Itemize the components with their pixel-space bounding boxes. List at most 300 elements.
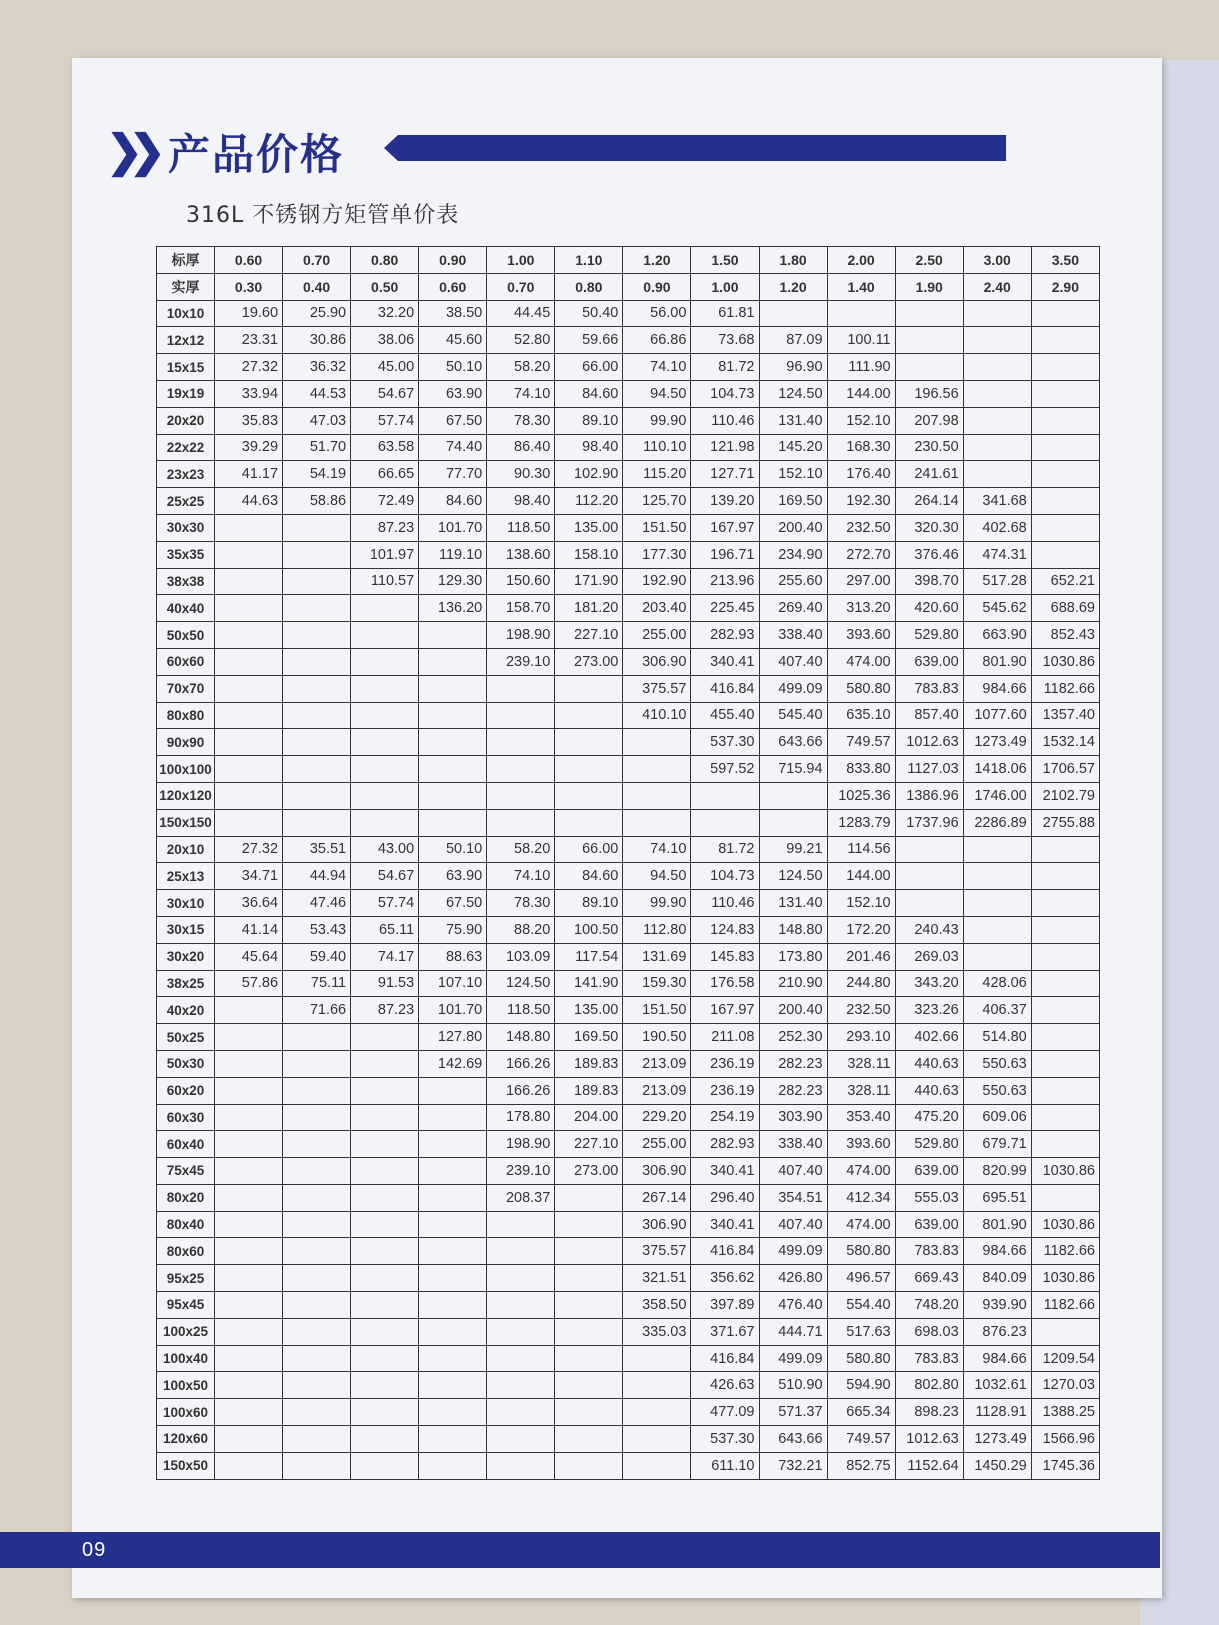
- price-cell: 514.80: [963, 1024, 1031, 1051]
- price-cell: 1152.64: [895, 1452, 963, 1479]
- price-table: [156, 246, 1100, 1480]
- price-cell: [283, 1318, 351, 1345]
- price-cell: 852.75: [827, 1452, 895, 1479]
- size-cell: 95x25: [157, 1265, 215, 1292]
- price-cell: 99.90: [623, 407, 691, 434]
- price-cell: [283, 1211, 351, 1238]
- price-cell: 125.70: [623, 488, 691, 515]
- table-row: [157, 675, 1100, 702]
- price-cell: 171.90: [555, 568, 623, 595]
- price-cell: [215, 1265, 283, 1292]
- price-cell: 176.40: [827, 461, 895, 488]
- price-cell: 1182.66: [1031, 1292, 1099, 1319]
- price-cell: [555, 1238, 623, 1265]
- price-cell: 269.40: [759, 595, 827, 622]
- price-cell: 571.37: [759, 1399, 827, 1426]
- price-cell: [759, 300, 827, 327]
- price-cell: [419, 1426, 487, 1453]
- price-cell: 66.00: [555, 836, 623, 863]
- nominal-thickness-cell: 1.10: [555, 247, 623, 274]
- price-cell: [1031, 863, 1099, 890]
- price-cell: [419, 1265, 487, 1292]
- price-cell: 110.57: [351, 568, 419, 595]
- price-cell: [895, 863, 963, 890]
- price-cell: 158.70: [487, 595, 555, 622]
- page-title: 产品价格: [168, 130, 345, 179]
- price-cell: 84.60: [419, 488, 487, 515]
- price-cell: 426.63: [691, 1372, 759, 1399]
- price-cell: 412.34: [827, 1184, 895, 1211]
- price-cell: 580.80: [827, 1345, 895, 1372]
- price-cell: 112.20: [555, 488, 623, 515]
- price-cell: 34.71: [215, 863, 283, 890]
- price-cell: 36.32: [283, 354, 351, 381]
- price-cell: [351, 1104, 419, 1131]
- price-cell: 440.63: [895, 1077, 963, 1104]
- price-cell: [1031, 541, 1099, 568]
- price-cell: 643.66: [759, 1426, 827, 1453]
- price-cell: [351, 1399, 419, 1426]
- price-cell: 74.10: [487, 380, 555, 407]
- price-cell: [283, 782, 351, 809]
- nominal-thickness-cell: 1.50: [691, 247, 759, 274]
- price-cell: 510.90: [759, 1372, 827, 1399]
- price-cell: [555, 756, 623, 783]
- price-cell: [1031, 1024, 1099, 1051]
- price-cell: [283, 675, 351, 702]
- price-cell: 2286.89: [963, 809, 1031, 836]
- price-cell: 78.30: [487, 407, 555, 434]
- price-cell: 118.50: [487, 997, 555, 1024]
- price-cell: 236.19: [691, 1077, 759, 1104]
- price-cell: 127.80: [419, 1024, 487, 1051]
- price-cell: 169.50: [555, 1024, 623, 1051]
- price-cell: 1386.96: [895, 782, 963, 809]
- price-cell: 44.45: [487, 300, 555, 327]
- page-number: 09: [82, 1539, 107, 1561]
- size-cell: 100x25: [157, 1318, 215, 1345]
- price-cell: 59.40: [283, 943, 351, 970]
- price-cell: 635.10: [827, 702, 895, 729]
- price-cell: [283, 1452, 351, 1479]
- price-cell: 1025.36: [827, 782, 895, 809]
- price-cell: 416.84: [691, 1238, 759, 1265]
- price-cell: [215, 1077, 283, 1104]
- price-cell: 131.69: [623, 943, 691, 970]
- price-cell: 254.19: [691, 1104, 759, 1131]
- price-cell: [351, 729, 419, 756]
- price-cell: [623, 1399, 691, 1426]
- size-cell: 30x30: [157, 514, 215, 541]
- price-cell: [623, 1372, 691, 1399]
- size-cell: 20x20: [157, 407, 215, 434]
- price-cell: [555, 1292, 623, 1319]
- price-cell: 47.46: [283, 890, 351, 917]
- price-cell: 679.71: [963, 1131, 1031, 1158]
- price-cell: [419, 675, 487, 702]
- size-cell: 40x20: [157, 997, 215, 1024]
- table-row: [157, 836, 1100, 863]
- price-cell: 273.00: [555, 648, 623, 675]
- price-cell: 124.83: [691, 916, 759, 943]
- size-cell: 80x80: [157, 702, 215, 729]
- price-cell: 343.20: [895, 970, 963, 997]
- size-cell: 120x60: [157, 1426, 215, 1453]
- price-cell: [487, 675, 555, 702]
- price-cell: [215, 648, 283, 675]
- size-cell: 38x38: [157, 568, 215, 595]
- price-cell: 833.80: [827, 756, 895, 783]
- price-cell: 110.46: [691, 890, 759, 917]
- price-cell: 1030.86: [1031, 648, 1099, 675]
- price-cell: [1031, 997, 1099, 1024]
- price-cell: 597.52: [691, 756, 759, 783]
- nominal-thickness-cell: 2.00: [827, 247, 895, 274]
- price-cell: [283, 541, 351, 568]
- price-cell: [419, 1158, 487, 1185]
- size-cell: 100x60: [157, 1399, 215, 1426]
- price-cell: 51.70: [283, 434, 351, 461]
- table-row: [157, 407, 1100, 434]
- price-cell: 496.57: [827, 1265, 895, 1292]
- price-cell: 190.50: [623, 1024, 691, 1051]
- price-cell: 643.66: [759, 729, 827, 756]
- price-cell: 145.20: [759, 434, 827, 461]
- actual-thickness-cell: 1.20: [759, 273, 827, 300]
- price-cell: [351, 1184, 419, 1211]
- price-cell: 189.83: [555, 1077, 623, 1104]
- price-cell: [351, 1238, 419, 1265]
- size-cell: 95x45: [157, 1292, 215, 1319]
- size-cell: 20x10: [157, 836, 215, 863]
- price-cell: 499.09: [759, 1238, 827, 1265]
- price-cell: [1031, 1050, 1099, 1077]
- price-cell: [1031, 488, 1099, 515]
- price-cell: [623, 756, 691, 783]
- price-cell: [351, 1452, 419, 1479]
- price-cell: 328.11: [827, 1050, 895, 1077]
- price-cell: 474.00: [827, 648, 895, 675]
- price-cell: [283, 1292, 351, 1319]
- price-cell: 715.94: [759, 756, 827, 783]
- price-cell: 296.40: [691, 1184, 759, 1211]
- price-cell: 58.20: [487, 836, 555, 863]
- price-cell: [827, 300, 895, 327]
- price-cell: 61.81: [691, 300, 759, 327]
- price-cell: 2755.88: [1031, 809, 1099, 836]
- price-cell: [215, 1426, 283, 1453]
- price-cell: [351, 1077, 419, 1104]
- size-cell: 150x150: [157, 809, 215, 836]
- nominal-thickness-cell: 0.90: [419, 247, 487, 274]
- price-cell: 129.30: [419, 568, 487, 595]
- price-cell: [215, 675, 283, 702]
- price-cell: 173.80: [759, 943, 827, 970]
- price-cell: 63.90: [419, 863, 487, 890]
- table-row: [157, 1024, 1100, 1051]
- price-cell: 158.10: [555, 541, 623, 568]
- price-cell: 203.40: [623, 595, 691, 622]
- price-cell: 101.70: [419, 514, 487, 541]
- price-cell: 580.80: [827, 1238, 895, 1265]
- price-cell: [351, 622, 419, 649]
- price-cell: 255.00: [623, 1131, 691, 1158]
- price-cell: 63.58: [351, 434, 419, 461]
- size-cell: 25x13: [157, 863, 215, 890]
- price-cell: 135.00: [555, 997, 623, 1024]
- price-cell: [555, 1372, 623, 1399]
- price-cell: 56.00: [623, 300, 691, 327]
- price-cell: 1745.36: [1031, 1452, 1099, 1479]
- price-cell: 45.00: [351, 354, 419, 381]
- price-cell: 1012.63: [895, 729, 963, 756]
- price-cell: 96.90: [759, 354, 827, 381]
- price-cell: 376.46: [895, 541, 963, 568]
- price-cell: [283, 622, 351, 649]
- price-cell: 232.50: [827, 997, 895, 1024]
- price-cell: 81.72: [691, 836, 759, 863]
- actual-thickness-cell: 1.40: [827, 273, 895, 300]
- price-cell: 272.70: [827, 541, 895, 568]
- price-cell: [895, 300, 963, 327]
- price-cell: 213.09: [623, 1077, 691, 1104]
- actual-thickness-cell: 0.90: [623, 273, 691, 300]
- price-cell: [351, 782, 419, 809]
- price-cell: [283, 1158, 351, 1185]
- price-cell: [215, 1184, 283, 1211]
- price-cell: 166.26: [487, 1050, 555, 1077]
- price-cell: [623, 1426, 691, 1453]
- price-cell: 1209.54: [1031, 1345, 1099, 1372]
- price-cell: [283, 1184, 351, 1211]
- price-cell: 58.86: [283, 488, 351, 515]
- price-cell: 1418.06: [963, 756, 1031, 783]
- price-cell: 78.30: [487, 890, 555, 917]
- price-cell: [351, 702, 419, 729]
- price-cell: 898.23: [895, 1399, 963, 1426]
- price-cell: 58.20: [487, 354, 555, 381]
- size-cell: 22x22: [157, 434, 215, 461]
- price-cell: 639.00: [895, 1211, 963, 1238]
- price-cell: 54.19: [283, 461, 351, 488]
- price-cell: 98.40: [487, 488, 555, 515]
- price-cell: 550.63: [963, 1050, 1031, 1077]
- price-cell: [623, 1345, 691, 1372]
- price-cell: 144.00: [827, 380, 895, 407]
- price-cell: [419, 729, 487, 756]
- price-cell: 124.50: [487, 970, 555, 997]
- price-cell: 43.00: [351, 836, 419, 863]
- price-cell: 131.40: [759, 407, 827, 434]
- price-cell: 152.10: [827, 407, 895, 434]
- price-cell: 87.23: [351, 514, 419, 541]
- price-cell: [419, 1184, 487, 1211]
- table-row: [157, 1318, 1100, 1345]
- price-cell: 53.43: [283, 916, 351, 943]
- price-cell: 416.84: [691, 1345, 759, 1372]
- price-cell: 1706.57: [1031, 756, 1099, 783]
- price-cell: 328.11: [827, 1077, 895, 1104]
- price-cell: [1031, 354, 1099, 381]
- price-cell: 611.10: [691, 1452, 759, 1479]
- size-cell: 60x40: [157, 1131, 215, 1158]
- price-cell: 77.70: [419, 461, 487, 488]
- price-cell: 167.97: [691, 514, 759, 541]
- double-chevron-icon: ❯❯: [106, 127, 152, 176]
- table-row: [157, 541, 1100, 568]
- price-cell: [691, 782, 759, 809]
- table-row: [157, 702, 1100, 729]
- size-cell: 120x120: [157, 782, 215, 809]
- price-cell: 428.06: [963, 970, 1031, 997]
- price-cell: 407.40: [759, 1211, 827, 1238]
- table-row: [157, 890, 1100, 917]
- price-cell: 152.10: [759, 461, 827, 488]
- price-cell: [419, 809, 487, 836]
- price-cell: 94.50: [623, 380, 691, 407]
- price-cell: [351, 675, 419, 702]
- price-cell: 99.21: [759, 836, 827, 863]
- table-row: [157, 1131, 1100, 1158]
- price-cell: 234.90: [759, 541, 827, 568]
- price-cell: [215, 1131, 283, 1158]
- price-cell: 1182.66: [1031, 675, 1099, 702]
- price-cell: 118.50: [487, 514, 555, 541]
- price-cell: [283, 1265, 351, 1292]
- price-cell: [1031, 407, 1099, 434]
- price-cell: [487, 1318, 555, 1345]
- price-cell: 241.61: [895, 461, 963, 488]
- price-cell: [759, 782, 827, 809]
- price-cell: 35.83: [215, 407, 283, 434]
- price-cell: [623, 1452, 691, 1479]
- price-cell: [215, 1238, 283, 1265]
- price-cell: 410.10: [623, 702, 691, 729]
- price-cell: [351, 1211, 419, 1238]
- price-cell: 313.20: [827, 595, 895, 622]
- price-cell: [555, 1452, 623, 1479]
- price-cell: 267.14: [623, 1184, 691, 1211]
- price-cell: 103.09: [487, 943, 555, 970]
- price-cell: [487, 729, 555, 756]
- actual-thickness-cell: 1.00: [691, 273, 759, 300]
- price-cell: 110.46: [691, 407, 759, 434]
- nominal-thickness-cell: 3.50: [1031, 247, 1099, 274]
- price-cell: 273.00: [555, 1158, 623, 1185]
- price-cell: 517.63: [827, 1318, 895, 1345]
- price-cell: 75.90: [419, 916, 487, 943]
- price-cell: [1031, 1104, 1099, 1131]
- price-cell: 201.46: [827, 943, 895, 970]
- size-cell: 70x70: [157, 675, 215, 702]
- price-cell: 232.50: [827, 514, 895, 541]
- price-cell: [487, 702, 555, 729]
- nominal-thickness-cell: 0.60: [215, 247, 283, 274]
- price-cell: 114.56: [827, 836, 895, 863]
- price-cell: [623, 729, 691, 756]
- price-cell: 66.65: [351, 461, 419, 488]
- price-cell: [215, 622, 283, 649]
- price-cell: 239.10: [487, 1158, 555, 1185]
- price-cell: 416.84: [691, 675, 759, 702]
- price-cell: [1031, 300, 1099, 327]
- price-cell: 131.40: [759, 890, 827, 917]
- price-cell: [283, 1104, 351, 1131]
- price-cell: 198.90: [487, 1131, 555, 1158]
- price-cell: 23.31: [215, 327, 283, 354]
- size-cell: 80x40: [157, 1211, 215, 1238]
- size-cell: 25x25: [157, 488, 215, 515]
- price-cell: 168.30: [827, 434, 895, 461]
- price-cell: 104.73: [691, 380, 759, 407]
- price-cell: [419, 1104, 487, 1131]
- size-cell: 38x25: [157, 970, 215, 997]
- price-cell: [487, 756, 555, 783]
- table-row: [157, 1211, 1100, 1238]
- price-cell: [215, 1372, 283, 1399]
- price-cell: 136.20: [419, 595, 487, 622]
- price-cell: [215, 729, 283, 756]
- price-cell: 151.50: [623, 514, 691, 541]
- price-cell: [283, 1426, 351, 1453]
- price-cell: [963, 890, 1031, 917]
- price-cell: 840.09: [963, 1265, 1031, 1292]
- actual-thickness-cell: 0.50: [351, 273, 419, 300]
- price-cell: 1273.49: [963, 729, 1031, 756]
- price-cell: 1273.49: [963, 1426, 1031, 1453]
- price-cell: [215, 1158, 283, 1185]
- price-cell: 88.20: [487, 916, 555, 943]
- price-cell: 402.68: [963, 514, 1031, 541]
- table-row: [157, 461, 1100, 488]
- price-cell: 1737.96: [895, 809, 963, 836]
- price-cell: 196.71: [691, 541, 759, 568]
- price-cell: 939.90: [963, 1292, 1031, 1319]
- price-cell: 876.23: [963, 1318, 1031, 1345]
- size-cell: 35x35: [157, 541, 215, 568]
- price-cell: 150.60: [487, 568, 555, 595]
- price-cell: [1031, 890, 1099, 917]
- price-cell: 420.60: [895, 595, 963, 622]
- price-cell: [419, 1238, 487, 1265]
- price-cell: 282.23: [759, 1050, 827, 1077]
- table-row: [157, 863, 1100, 890]
- price-cell: [419, 1399, 487, 1426]
- price-cell: 207.98: [895, 407, 963, 434]
- price-cell: [283, 1131, 351, 1158]
- price-cell: 303.90: [759, 1104, 827, 1131]
- nominal-thickness-label: 标厚: [157, 247, 215, 274]
- price-cell: [283, 514, 351, 541]
- price-cell: 354.51: [759, 1184, 827, 1211]
- price-cell: 39.29: [215, 434, 283, 461]
- price-cell: 340.41: [691, 648, 759, 675]
- price-cell: [963, 407, 1031, 434]
- price-cell: [963, 380, 1031, 407]
- price-cell: 142.69: [419, 1050, 487, 1077]
- price-cell: [1031, 916, 1099, 943]
- price-cell: 74.10: [487, 863, 555, 890]
- price-cell: 338.40: [759, 622, 827, 649]
- table-row: [157, 622, 1100, 649]
- actual-thickness-cell: 0.30: [215, 273, 283, 300]
- price-cell: [1031, 1184, 1099, 1211]
- price-cell: [555, 729, 623, 756]
- price-cell: [487, 1426, 555, 1453]
- price-cell: 84.60: [555, 863, 623, 890]
- price-cell: 1566.96: [1031, 1426, 1099, 1453]
- price-cell: 148.80: [487, 1024, 555, 1051]
